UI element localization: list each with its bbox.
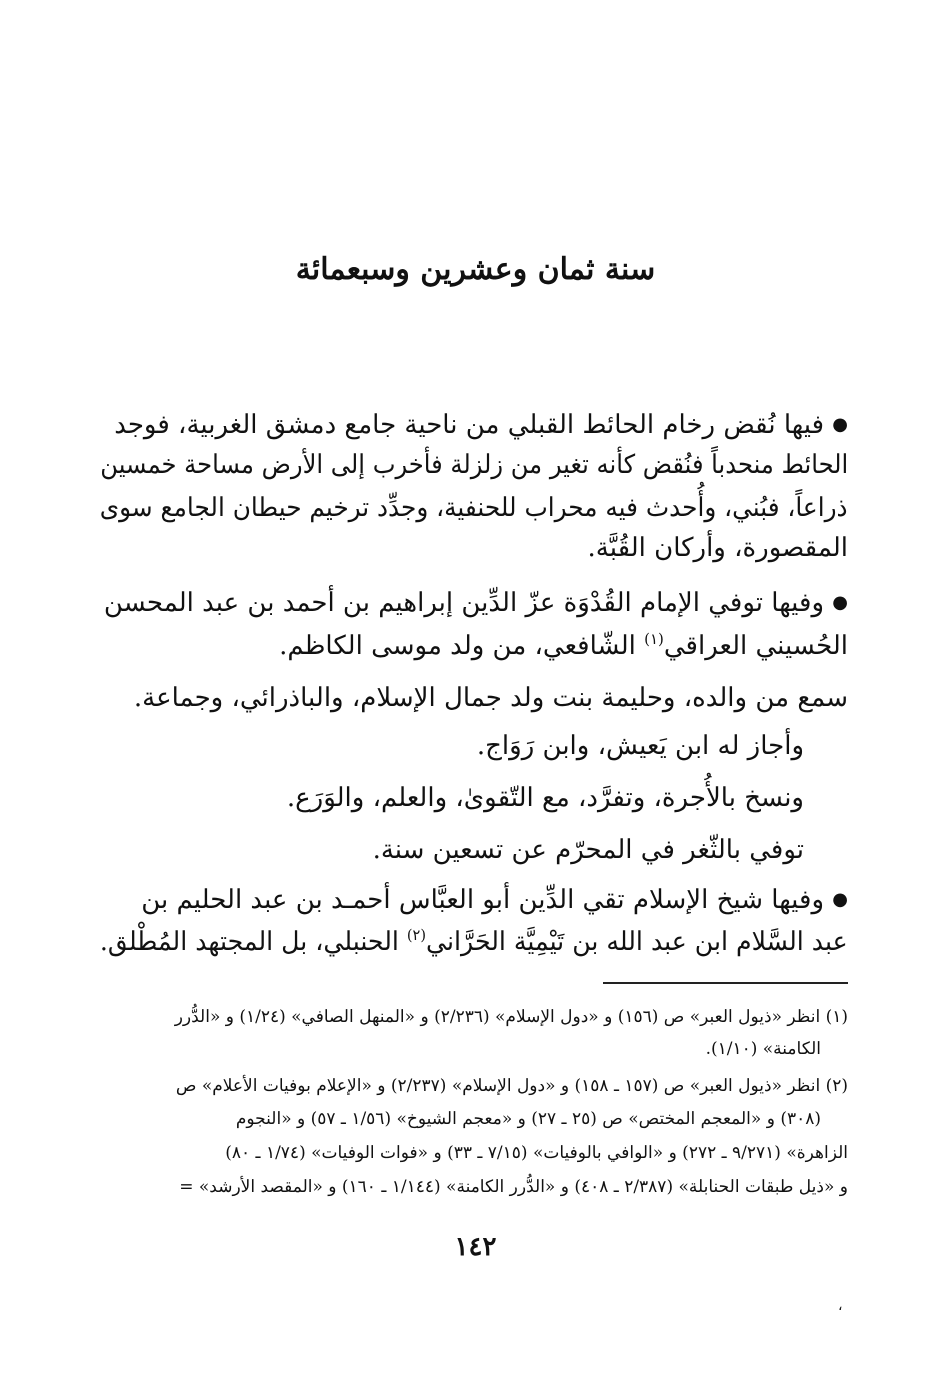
text-run: وفيها توفي الإمام القُدْوَة عزّ الدِّين إبراهيم بن أحمد بن عبد المحسن bbox=[103, 588, 825, 618]
paragraph-4-line-1 bbox=[141, 880, 848, 923]
text-run: الحُسيني العراقي bbox=[663, 631, 848, 661]
page-title: سنة ثمان وعشرين وسبعمائة bbox=[295, 252, 656, 287]
paragraph-3-line-2: وأجاز له ابن يَعيش، وابن رَوَاج. bbox=[476, 731, 804, 761]
page-number: ١٤٢ bbox=[454, 1232, 497, 1262]
bullet-icon: ● bbox=[832, 889, 848, 910]
paragraph-3-line-1: سمع من والده، وحليمة بنت ولد جمال الإسلام، والباذرائي، وجماعة. bbox=[133, 683, 848, 713]
footnote-2-line-1: (٢) انظر «ذيول العبر» ص (١٥٧ ـ ١٥٨) و «دول الإسلام» (٢/٢٣٧) و «الإعلام بوفيات الأعلام» ص bbox=[175, 1076, 848, 1096]
paragraph-4-line-2 bbox=[100, 922, 848, 965]
bullet-icon: ● bbox=[832, 592, 848, 613]
paragraph-1-line-2: الحائط منحدباً فنُقض كأنه تغير من زلزلة فأخرب إلى الأرض مساحة خمسين bbox=[100, 450, 848, 480]
text-run: عبد السَّلام ابن عبد الله بن تَيْمِيَّة الحَرَّاني bbox=[426, 927, 848, 957]
paragraph-2-line-1 bbox=[104, 583, 848, 626]
paragraph-1-line-4: المقصورة، وأركان القُبَّة. bbox=[587, 533, 848, 563]
text-run: فيها نُقض رخام الحائط القبلي من ناحية جامع دمشق الغربية، فوجد bbox=[114, 410, 825, 440]
footnote-1-line-2: الكامنة» (١/١٠). bbox=[705, 1039, 821, 1059]
corner-mark: ، bbox=[838, 1298, 843, 1314]
footnote-separator bbox=[603, 982, 848, 984]
text-run: الشّافعي، من ولد موسى الكاظم. bbox=[279, 631, 645, 661]
paragraph-1-line-3: ذراعاً، فبُني، وأُحدث فيه محراب للحنفية، وجدِّد ترخيم حيطان الجامع سوى bbox=[100, 493, 848, 523]
footnote-2-line-3: الزاهرة» (٩/٢٧١ ـ ٢٧٢) و «الوافي بالوفيات» (٧/١٥ ـ ٣٣) و «فوات الوفيات» (١/٧٤ ـ ٨٠) bbox=[225, 1143, 848, 1163]
bullet-icon: ● bbox=[832, 414, 848, 435]
paragraph-1-line-1 bbox=[114, 405, 848, 448]
footnote-2-line-2: (٣٠٨) و «المعجم المختص» ص (٢٥ ـ ٢٧) و «معجم الشيوخ» (١/٥٦ ـ ٥٧) و «النجوم bbox=[235, 1109, 821, 1129]
paragraph-2-line-2 bbox=[279, 626, 848, 669]
text-run: وفيها شيخ الإسلام تقي الدِّين أبو العبَّاس أحمـد بن عبد الحليم بن bbox=[141, 885, 825, 915]
footnote-2-line-4: و «ذيل طبقات الحنابلة» (٢/٣٨٧ ـ ٤٠٨) و «الدُّرر الكامنة» (١/١٤٤ ـ ١٦٠) و «المقصد الأرشد» = bbox=[179, 1177, 848, 1197]
text-run: الحنبلي، بل المجتهد المُطْلق. bbox=[100, 927, 408, 957]
paragraph-3-line-3: ونسخ بالأُجرة، وتفرَّد، مع التّقوىٰ، والعلم، والوَرَع. bbox=[286, 783, 804, 813]
footnote-ref-1[interactable]: (١) bbox=[644, 630, 664, 648]
paragraph-3-line-4: توفي بالثّغر في المحرّم عن تسعين سنة. bbox=[372, 835, 804, 865]
footnote-1-line-1: (١) انظر «ذيول العبر» ص (١٥٦) و «دول الإسلام» (٢/٢٣٦) و «المنهل الصافي» (١/٢٤) و «الدُّرر bbox=[174, 1007, 848, 1027]
footnote-ref-2[interactable]: (٢) bbox=[407, 926, 427, 944]
